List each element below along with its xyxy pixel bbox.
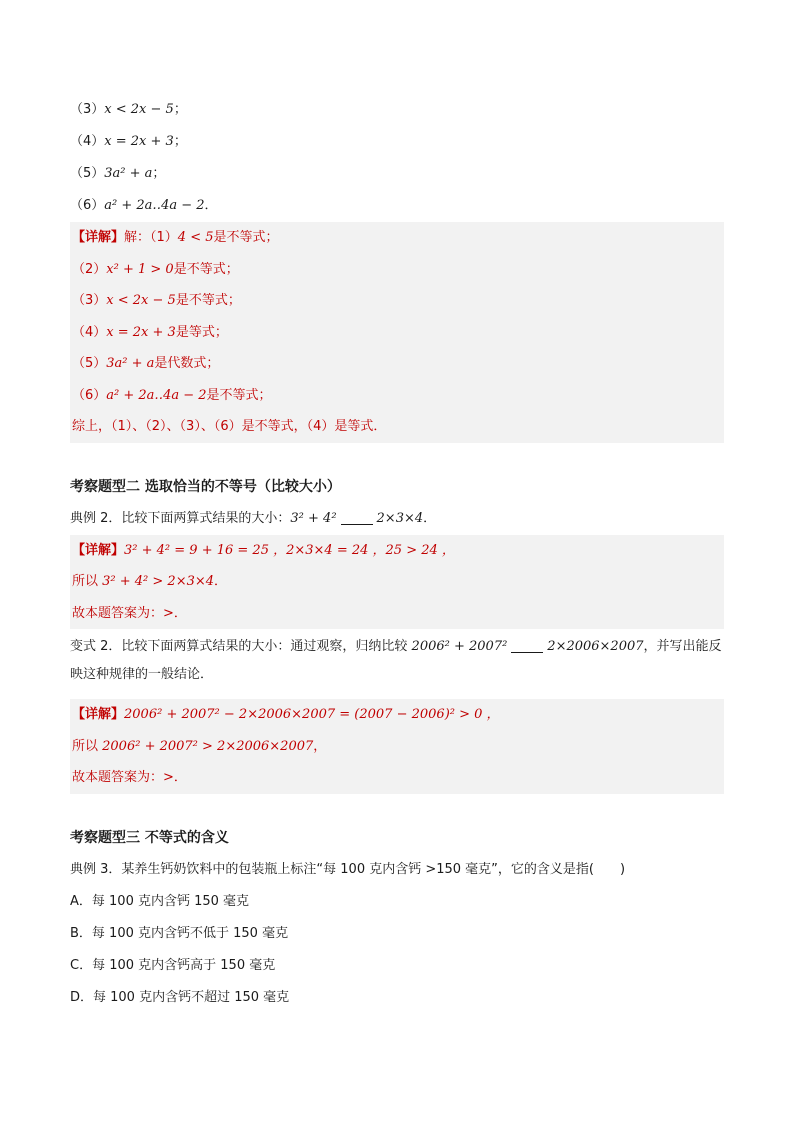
math-expression: x < 2x − 5 [106, 293, 176, 308]
answer-blank [511, 638, 543, 653]
item-number: （3） [70, 102, 105, 117]
math-expression: a² + 2a‥4a − 2 [106, 387, 207, 403]
solution-line [70, 699, 724, 731]
solution-text: 是不等式； [206, 387, 272, 403]
item-number: （4） [70, 134, 105, 149]
solution-block [70, 535, 724, 630]
math-expression: x = 2x + 3 [106, 324, 176, 340]
math-expression: 2006² + 2007² − 2×2006×2007 = (2007 − 2006)² > 0 ， [124, 707, 500, 722]
solution-summary: 综上，（1）、（2）、（3）、（6）是不等式，（4）是等式． [72, 419, 387, 434]
math-expression: 2×2006×2007 [547, 639, 644, 654]
solution-line [70, 535, 724, 567]
math-expression: 3a² + a [104, 166, 153, 181]
math-expression: x = 2x + 3 [104, 134, 174, 149]
solution-prefix: （6） [72, 387, 107, 403]
option-c: C．每 100 克内含钙高于 150 毫克 [70, 957, 276, 973]
solution-line [70, 254, 724, 286]
solution-line [70, 285, 724, 317]
solution-block [70, 699, 724, 794]
math-expression: a² + 2a‥4a − 2 [104, 198, 205, 213]
question-text: 变式 2．比较下面两算式结果的大小：通过观察，归纳比较 [70, 639, 412, 654]
solution-line [70, 380, 724, 412]
math-expression: 2×3×4 [376, 510, 424, 526]
solution-line [70, 348, 724, 380]
example-question: 典例 3．某养生钙奶饮料中的包装瓶上标注“每 100 克内含钙 >150 毫克”，它的含义是指( ) [70, 861, 626, 877]
punctuation: ． [214, 574, 228, 589]
option-a: A．每 100 克内含钙 150 毫克 [70, 893, 250, 909]
math-expression: x² + 1 > 0 [106, 261, 174, 277]
solution-prefix: 解：（1） [124, 230, 178, 245]
detail-tag: 【详解】 [72, 542, 125, 558]
list-item [70, 158, 724, 190]
math-expression: x < 2x − 5 [104, 102, 174, 117]
section-heading: 考察题型二 选取恰当的不等号（比较大小） [70, 478, 341, 495]
solution-answer: 故本题答案为：>． [72, 770, 187, 785]
math-expression: 3² + 4² = 9 + 16 = 25 ，2×3×4 = 24 ，25 > 24 ， [124, 542, 455, 558]
solution-answer: 故本题答案为：>． [72, 605, 187, 621]
solution-text: 是不等式； [213, 230, 279, 245]
solution-prefix: 所以 [72, 574, 103, 589]
detail-tag: 【详解】 [72, 230, 125, 245]
solution-text: 是等式； [175, 324, 228, 340]
list-item [70, 126, 724, 158]
math-expression: 2006² + 2007² [411, 639, 508, 654]
document-page [70, 94, 724, 1014]
question-text: 典例 2．比较下面两算式结果的大小： [70, 510, 291, 526]
answer-blank [341, 510, 373, 525]
punctuation: ； [173, 134, 187, 149]
section-heading: 考察题型三 不等式的含义 [70, 829, 229, 846]
punctuation: ； [173, 102, 187, 117]
solution-block [70, 222, 724, 443]
detail-tag: 【详解】 [72, 707, 125, 722]
option-d: D．每 100 克内含钙不超过 150 毫克 [70, 989, 290, 1005]
solution-text: 是代数式； [154, 356, 220, 371]
math-expression: 4 < 5 [177, 230, 214, 245]
punctuation: ． [423, 510, 437, 526]
solution-line [70, 566, 724, 598]
solution-line [70, 222, 724, 254]
solution-prefix: （5） [72, 356, 107, 371]
question-text: ，并写出能反映这种规律的一般结论． [70, 639, 722, 682]
punctuation: ． [204, 198, 218, 213]
math-expression: 3² + 4² [290, 510, 337, 526]
punctuation: ， [313, 738, 327, 754]
option-b: B．每 100 克内含钙不低于 150 毫克 [70, 925, 289, 941]
solution-prefix: （3） [72, 293, 107, 308]
punctuation: ； [152, 166, 166, 181]
example-question [70, 503, 724, 535]
item-number: （6） [70, 198, 105, 213]
list-item [70, 190, 724, 222]
solution-prefix: 所以 [72, 738, 103, 754]
item-number: （5） [70, 166, 105, 181]
solution-text: 是不等式； [175, 293, 241, 308]
math-expression: 3a² + a [106, 356, 155, 371]
solution-line [70, 731, 724, 763]
solution-prefix: （4） [72, 324, 107, 340]
variant-question [70, 629, 724, 693]
solution-text: 是不等式； [173, 261, 239, 277]
solution-prefix: （2） [72, 261, 107, 277]
math-expression: 3² + 4² > 2×3×4 [102, 574, 215, 589]
list-item [70, 94, 724, 126]
math-expression: 2006² + 2007² > 2×2006×2007 [102, 738, 314, 754]
solution-line [70, 317, 724, 349]
